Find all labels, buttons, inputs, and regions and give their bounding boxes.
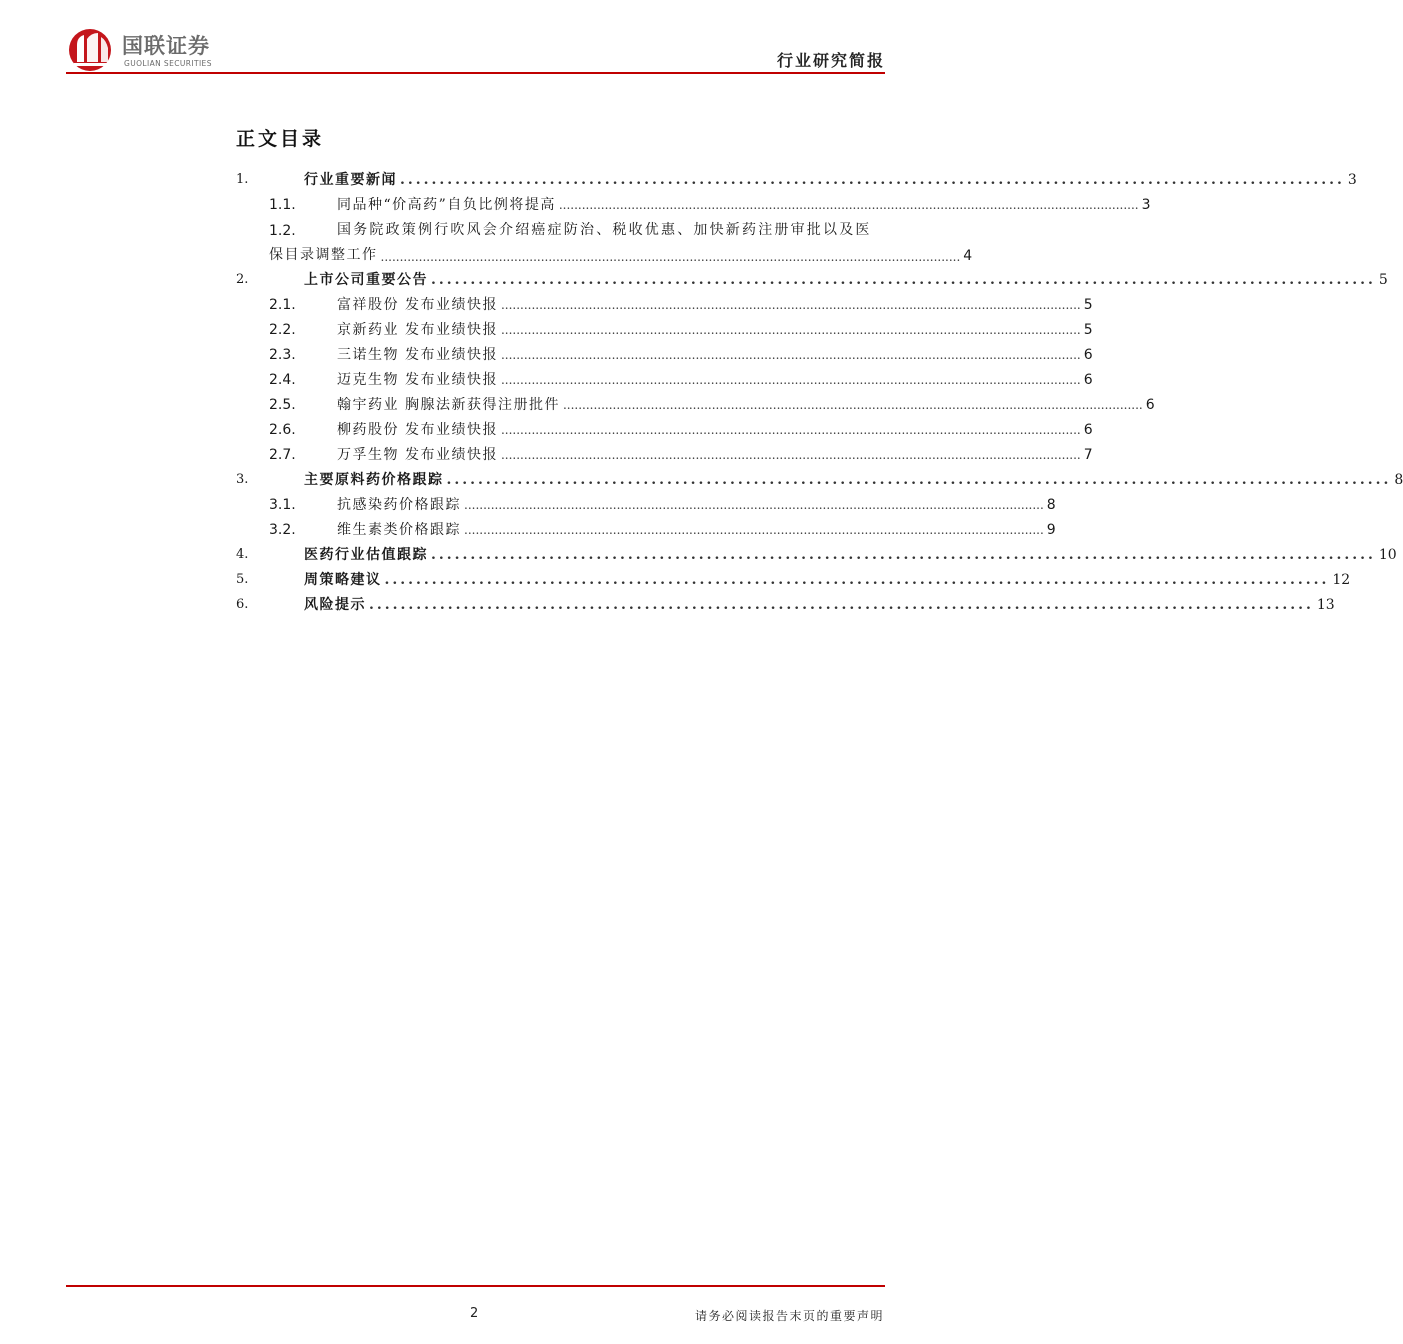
toc-entry[interactable] [236,589,1335,614]
toc-entry-label-continued: 保目录调整工作 [269,247,378,263]
toc-entry-page: 3 [1347,172,1357,188]
toc-leader-dots: ........................................................................................................................ [431,272,1376,288]
toc-entry[interactable] [236,214,973,264]
toc-leader-dots: ........................................................................................................................................................ [558,198,1139,212]
company-logo [66,28,256,74]
page-header [66,22,885,76]
toc-entry[interactable] [236,414,1093,439]
toc-title: 正文目录 [236,128,325,150]
toc-entry-number: 1. [236,172,249,187]
toc-entry[interactable] [236,189,1151,214]
toc-entry[interactable] [236,164,1357,189]
toc-entry-label: 主要原料药价格跟踪 [304,472,444,488]
toc-entry-number: 2.3. [269,347,296,363]
toc-entry-number: 1.2. [269,223,296,239]
toc-entry-label: 同品种“价高药”自负比例将提高 [337,197,556,213]
toc-entry-page: 6 [1083,372,1093,388]
toc-entry-label: 维生素类价格跟踪 [337,522,461,538]
toc-leader-dots: ........................................................................................................................................................ [380,250,961,264]
toc-entry[interactable] [236,439,1093,464]
toc-entry-page: 13 [1316,597,1335,613]
toc-leader-dots: ........................................................................................................................................................ [500,448,1081,462]
toc-entry-page: 7 [1083,447,1093,463]
toc-entry-page: 6 [1083,347,1093,363]
toc-entry-label: 抗感染药价格跟踪 [337,497,461,513]
toc-entry-number: 4. [236,547,249,562]
toc-entry-label: 京新药业 发布业绩快报 [337,322,498,338]
footer-disclaimer: 请务必阅读报告末页的重要声明 [694,1309,884,1323]
toc-entry-number: 6. [236,597,249,612]
toc-entry-label: 国务院政策例行吹风会介绍癌症防治、税收优惠、加快新药注册审批以及医 [337,222,872,238]
toc-entry-label: 万孚生物 发布业绩快报 [337,447,498,463]
toc-entry-label: 行业重要新闻 [304,172,397,188]
toc-entry-page: 9 [1046,522,1056,538]
guolian-logo-icon [68,28,112,72]
toc-entry-number: 2.7. [269,447,296,463]
toc-entry-page: 5 [1083,297,1093,313]
toc-entry[interactable] [236,264,1388,289]
toc-entry-label: 翰宇药业 胸腺法新获得注册批件 [337,397,560,413]
toc-leader-dots: ........................................................................................................................................................ [464,523,1044,537]
toc-entry[interactable] [236,339,1093,364]
toc-leader-dots: ........................................................................................................................................................ [500,298,1081,312]
toc-entry-number: 5. [236,572,249,587]
report-type-label: 行业研究简报 [776,51,885,70]
table-of-contents [236,164,1403,614]
toc-entry-label: 风险提示 [304,597,366,613]
toc-leader-dots: ........................................................................................................................ [384,572,1330,588]
header-divider [66,72,885,74]
toc-leader-dots: ........................................................................................................................ [369,597,1314,613]
toc-entry-label: 迈克生物 发布业绩快报 [337,372,498,388]
toc-entry-number: 3. [236,472,249,487]
toc-entry-page: 6 [1083,422,1093,438]
logo-chinese-name: 国联证券 [122,34,210,58]
toc-entry-number: 3.2. [269,522,296,538]
toc-entry-page: 5 [1378,272,1388,288]
toc-entry[interactable] [236,464,1403,489]
toc-entry-page: 6 [1145,397,1155,413]
toc-entry-label: 周策略建议 [304,572,382,588]
toc-leader-dots: ........................................................................................................................ [400,172,1345,188]
toc-entry-page: 8 [1046,497,1056,513]
toc-leader-dots: ........................................................................................................................................................ [500,323,1081,337]
footer-divider [66,1285,885,1287]
toc-entry-number: 2.6. [269,422,296,438]
toc-entry-number: 2.4. [269,372,296,388]
page-number: 2 [470,1306,479,1321]
toc-entry-page: 5 [1083,322,1093,338]
toc-leader-dots: ........................................................................................................................................................ [562,398,1143,412]
toc-entry-number: 1.1. [269,197,296,213]
toc-entry[interactable] [236,539,1397,564]
toc-leader-dots: ........................................................................................................................................................ [500,348,1081,362]
toc-entry[interactable] [236,289,1093,314]
logo-english-name: GUOLIAN SECURITIES [124,59,212,68]
toc-entry[interactable] [236,389,1155,414]
toc-entry[interactable] [236,564,1351,589]
toc-entry-page: 4 [963,248,973,264]
toc-entry-label: 富祥股份 发布业绩快报 [337,297,498,313]
toc-leader-dots: ........................................................................................................................ [446,472,1392,488]
toc-entry[interactable] [236,314,1093,339]
toc-leader-dots: ........................................................................................................................................................ [464,498,1044,512]
toc-entry-number: 2. [236,272,249,287]
toc-entry-page: 3 [1141,197,1151,213]
toc-entry-number: 2.2. [269,322,296,338]
toc-entry-number: 3.1. [269,497,296,513]
toc-entry-page: 8 [1394,472,1403,488]
toc-entry-page: 10 [1378,547,1397,563]
toc-leader-dots: ........................................................................................................................ [431,547,1376,563]
toc-entry-number: 2.1. [269,297,296,313]
toc-leader-dots: ........................................................................................................................................................ [500,373,1081,387]
toc-entry-label: 医药行业估值跟踪 [304,547,428,563]
toc-entry[interactable] [236,364,1093,389]
toc-entry-label: 上市公司重要公告 [304,272,428,288]
toc-entry-label: 三诺生物 发布业绩快报 [337,347,498,363]
toc-entry-label: 柳药股份 发布业绩快报 [337,422,498,438]
toc-entry-page: 12 [1332,572,1351,588]
toc-entry[interactable] [236,514,1056,539]
toc-entry-number: 2.5. [269,397,296,413]
toc-entry[interactable] [236,489,1056,514]
toc-leader-dots: ........................................................................................................................................................ [500,423,1081,437]
